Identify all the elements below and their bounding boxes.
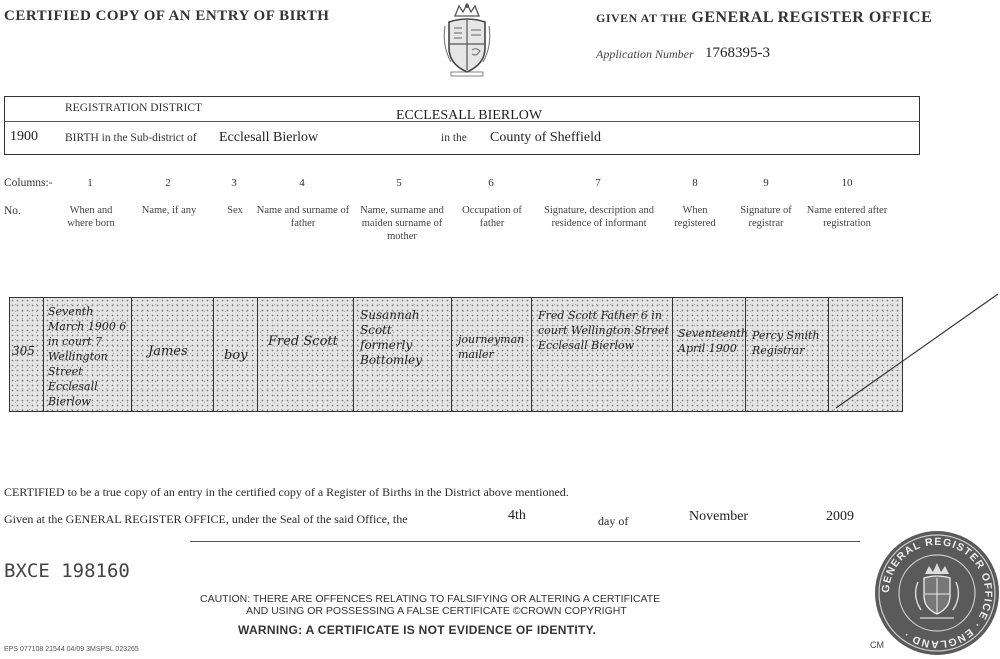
royal-coat-of-arms-icon: [441, 2, 493, 78]
no-label: No.: [4, 205, 21, 217]
entry-when-where-born: Seventh March 1900 6 in court 7 Wellington Street Ecclesall Bierlow: [48, 305, 127, 408]
subdistrict-label: BIRTH in the Sub-district of: [65, 132, 197, 144]
column-number: 8: [692, 177, 698, 189]
column-divider: [213, 298, 214, 411]
column-number: 9: [763, 177, 769, 189]
column-heading: Name, if any: [141, 205, 197, 216]
register-entry-row: [9, 297, 903, 412]
registration-year: 1900: [10, 129, 38, 144]
column-divider: [131, 298, 132, 411]
entry-father: Fred Scott: [268, 334, 338, 349]
columns-label: Columns:-: [4, 177, 53, 189]
signature-rule: [190, 541, 860, 542]
subdistrict-value: Ecclesall Bierlow: [219, 130, 319, 145]
certification-month: November: [689, 509, 749, 524]
column-heading: Name, surname and maiden surname of mother: [360, 205, 444, 242]
column-divider: [672, 298, 673, 411]
column-divider: [353, 298, 354, 411]
registration-district-label: REGISTRATION DISTRICT: [65, 102, 203, 114]
given-at-statement: Given at the GENERAL REGISTER OFFICE, under the Seal of the said Office, the: [4, 512, 408, 526]
column-number: 4: [299, 177, 305, 189]
cm-mark: CM: [870, 640, 884, 650]
application-number: 1768395-3: [705, 45, 770, 61]
column-heading: Occupation of father: [462, 205, 522, 229]
general-register-office-title: GENERAL REGISTER OFFICE: [691, 9, 933, 26]
column-heading: Name entered after registration: [806, 205, 888, 229]
column-divider: [745, 298, 746, 411]
official-seal-icon: [874, 530, 1000, 656]
column-heading: Name and surname of father: [256, 205, 350, 229]
certification-year: 2009: [826, 509, 854, 524]
day-of-label: day of: [598, 514, 629, 528]
column-divider: [43, 298, 44, 411]
column-heading: Signature of registrar: [740, 205, 792, 229]
certification-day: 4th: [508, 508, 526, 523]
column-divider: [828, 298, 829, 411]
certificate-title: CERTIFIED COPY OF AN ENTRY OF BIRTH: [4, 8, 330, 24]
print-code: EPS 077108 21544 04/09 3MSPSL 023265: [4, 646, 139, 653]
column-heading: Signature, description and residence of informant: [544, 205, 654, 229]
entry-registrar: Percy Smith Registrar: [752, 329, 820, 357]
column-number: 3: [231, 177, 237, 189]
caution-line-2: AND USING OR POSSESSING A FALSE CERTIFICATE ©CROWN COPYRIGHT: [246, 605, 627, 617]
registration-district-value: ECCLESALL BIERLOW: [396, 108, 543, 123]
column-heading: When registered: [674, 205, 716, 229]
entry-child-name: James: [148, 344, 188, 359]
entry-sex: boy: [224, 348, 248, 363]
entry-informant: Fred Scott Father 6 in court Wellington Street Ecclesall Bierlow: [538, 309, 669, 352]
column-number: 2: [165, 177, 171, 189]
certificate-serial-number: BXCE 198160: [4, 560, 130, 582]
identity-warning: WARNING: A CERTIFICATE IS NOT EVIDENCE OF IDENTITY.: [238, 623, 597, 637]
column-divider: [451, 298, 452, 411]
registration-district-box: [4, 96, 920, 155]
entry-when-registered: Seventeenth April 1900: [678, 327, 748, 355]
application-number-label: Application Number: [596, 47, 694, 61]
given-at-prefix: GIVEN AT THE: [596, 11, 688, 25]
column-divider: [257, 298, 258, 411]
entry-mother: Susannah Scott formerly Bottomley: [360, 308, 423, 367]
caution-line-1: CAUTION: THERE ARE OFFENCES RELATING TO FALSIFYING OR ALTERING A CERTIFICATE: [200, 593, 661, 605]
column-number: 10: [841, 177, 853, 189]
in-the-label: in the: [441, 132, 467, 144]
entry-occupation: journeyman mailer: [458, 333, 525, 361]
entry-number: 305: [12, 344, 35, 358]
column-heading: Sex: [227, 205, 243, 216]
column-heading: When and where born: [67, 205, 115, 229]
svg-text:GENERAL REGISTER OFFICE · ENGL: GENERAL REGISTER OFFICE · ENGLAND ·: [879, 535, 995, 651]
county-value: County of Sheffield: [490, 130, 601, 145]
certified-statement: CERTIFIED to be a true copy of an entry in the certified copy of a Register of Births in the District above mentioned.: [4, 485, 569, 499]
column-number: 1: [87, 177, 93, 189]
cancellation-stroke: [830, 290, 1000, 415]
column-number: 5: [396, 177, 402, 189]
column-number: 6: [488, 177, 494, 189]
column-number: 7: [595, 177, 601, 189]
column-divider: [531, 298, 532, 411]
